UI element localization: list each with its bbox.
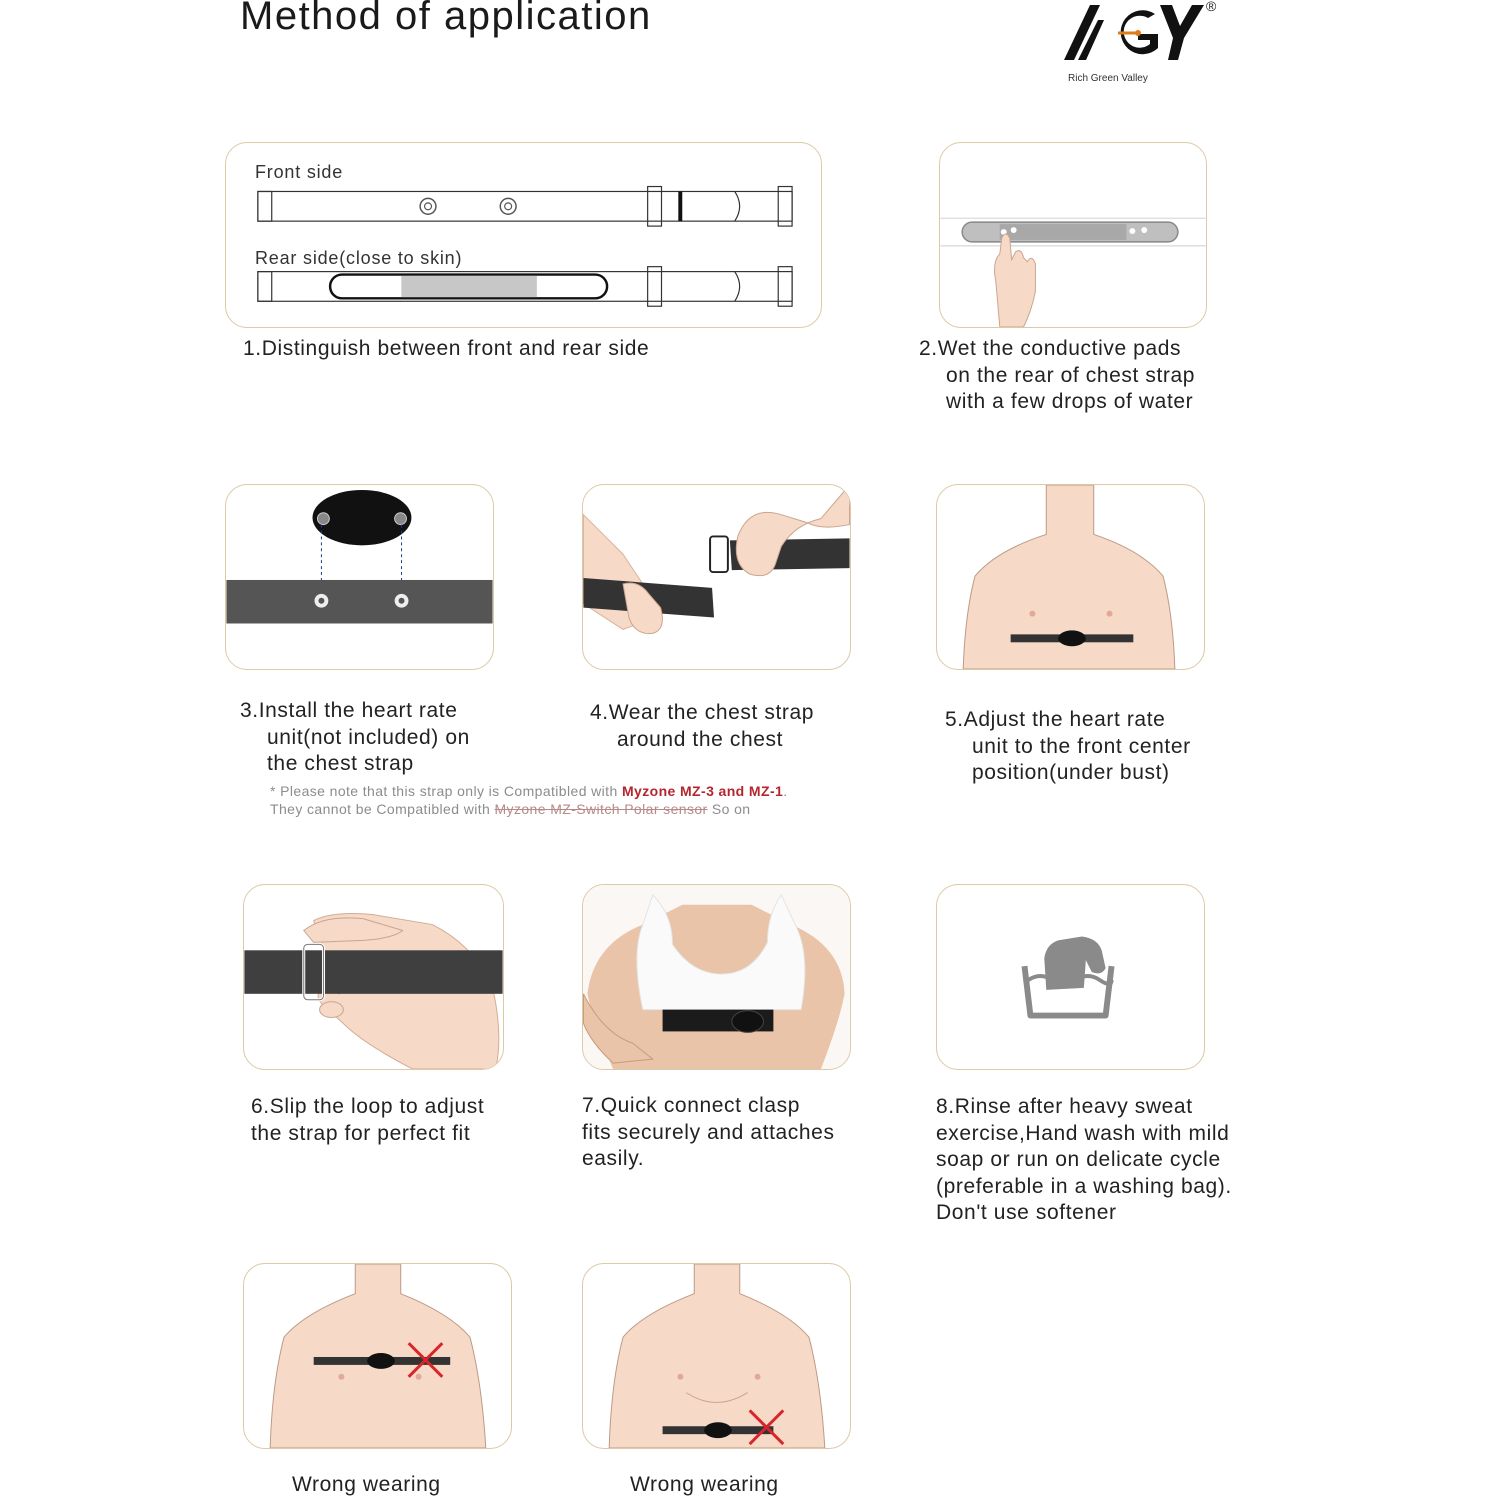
wrong-wearing-caption-1: Wrong wearing <box>292 1473 441 1496</box>
brand-tagline: Rich Green Valley <box>1068 73 1148 84</box>
step-5-line: 5.Adjust the heart rate <box>945 708 1166 731</box>
step-8-line: 8.Rinse after heavy sweat <box>936 1095 1193 1118</box>
install-unit-illustration <box>226 485 493 669</box>
hand-wash-icon <box>937 885 1204 1069</box>
step-2-caption <box>919 336 1195 416</box>
wear-strap-illustration <box>583 485 850 669</box>
note-text: . <box>783 783 788 799</box>
step-7-caption <box>582 1093 835 1173</box>
panel-hand-wash <box>936 884 1205 1070</box>
step-3-caption <box>240 698 470 778</box>
step-8-line: (preferable in a washing bag). <box>936 1174 1232 1198</box>
step-5-caption <box>945 707 1191 787</box>
note-incompatible-models: Myzone MZ-Switch Polar sensor <box>494 801 708 817</box>
step-4-caption <box>590 700 814 753</box>
compatibility-note <box>270 782 788 818</box>
front-side-label: Front side <box>255 162 344 182</box>
torso-strap-center-illustration <box>937 485 1204 669</box>
wrong-wearing-caption-2: Wrong wearing <box>630 1473 779 1496</box>
step-3-line: 3.Install the heart rate <box>240 699 458 722</box>
step-8-line: soap or run on delicate cycle <box>936 1148 1221 1171</box>
wrong-wearing-high-illustration <box>244 1264 511 1448</box>
step-8-line: exercise,Hand wash with mild <box>936 1121 1230 1145</box>
note-text: They cannot be Compatibled with <box>270 801 491 817</box>
panel-wear-strap <box>582 484 851 670</box>
step-7-line: fits securely and attaches <box>582 1120 835 1144</box>
step-2-line: with a few drops of water <box>946 390 1194 413</box>
panel-adjust-position <box>936 484 1205 670</box>
panel-wrong-wearing-low <box>582 1263 851 1449</box>
brand-logo <box>1060 0 1230 90</box>
panel-strap-sides <box>225 142 822 328</box>
slip-loop-illustration <box>244 885 503 1069</box>
step-3-line: unit(not included) on <box>267 725 470 749</box>
step-6-line: the strap for perfect fit <box>251 1121 471 1145</box>
registered-mark: ® <box>1206 0 1217 14</box>
step-2-line: on the rear of chest strap <box>946 363 1196 387</box>
panel-wrong-wearing-high <box>243 1263 512 1449</box>
step-6-caption <box>251 1094 484 1147</box>
step-1-caption <box>243 336 649 363</box>
step-4-line: 4.Wear the chest strap <box>590 701 815 724</box>
step-6-line: 6.Slip the loop to adjust <box>251 1095 485 1118</box>
panel-wearer-photo <box>582 884 851 1070</box>
note-text: So on <box>711 801 751 817</box>
brand-mark-icon <box>1060 0 1230 70</box>
step-4-line: around the chest <box>617 727 784 751</box>
step-5-line: unit to the front center <box>972 734 1191 758</box>
step-1-line: 1.Distinguish between front and rear side <box>243 337 650 360</box>
step-5-line: position(under bust) <box>972 761 1170 784</box>
rear-side-label: Rear side(close to skin) <box>255 248 463 268</box>
step-8-caption <box>936 1094 1232 1227</box>
note-compatible-models: Myzone MZ-3 and MZ-1 <box>621 783 784 799</box>
step-2-line: 2.Wet the conductive pads <box>919 337 1182 360</box>
step-7-line: 7.Quick connect clasp <box>582 1094 801 1117</box>
page-title: Method of application <box>240 0 652 38</box>
step-3-line: the chest strap <box>267 752 414 775</box>
wet-pads-illustration <box>940 143 1206 327</box>
panel-slip-loop <box>243 884 504 1070</box>
panel-wet-pads <box>939 142 1207 328</box>
note-text: * Please note that this strap only is Compatibled with <box>270 783 618 799</box>
wrong-wearing-low-illustration <box>583 1264 850 1448</box>
wearer-photo-illustration <box>583 885 850 1069</box>
step-8-line: Don't use softener <box>936 1201 1117 1224</box>
panel-install-unit <box>225 484 494 670</box>
step-7-line: easily. <box>582 1147 645 1170</box>
